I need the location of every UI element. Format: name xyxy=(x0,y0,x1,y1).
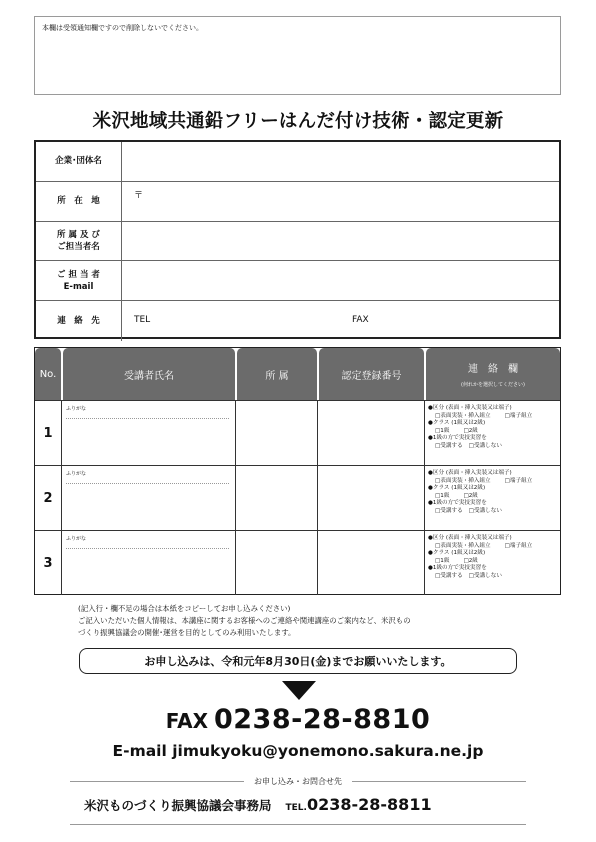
contact-divider-right xyxy=(352,781,526,782)
class-option-2[interactable]: □2級 xyxy=(463,557,478,564)
header-affiliation: 所 属 xyxy=(237,348,317,400)
note-copy-instruction: (記入行・欄不足の場合は本紙をコピーしてお申し込みください) xyxy=(78,604,291,613)
deadline-box xyxy=(79,648,517,674)
department-label-line1: 所 属 及 び xyxy=(57,229,100,240)
email-label: E-mail xyxy=(63,281,94,292)
class-heading: ●クラス (1級又は2級) xyxy=(428,485,486,492)
practical-option-attend[interactable]: □受講する xyxy=(435,507,463,514)
department-row xyxy=(36,222,559,262)
company-row xyxy=(36,142,559,182)
department-field[interactable] xyxy=(122,222,559,261)
affiliation-field[interactable] xyxy=(236,531,318,595)
contact-row xyxy=(36,301,559,341)
contact-field[interactable] xyxy=(122,301,559,341)
header-contact-sub: (何れかを選択してください) xyxy=(461,382,525,388)
down-arrow-icon xyxy=(282,681,316,700)
table-row xyxy=(35,465,560,530)
header-contact-label: 連 絡 欄 xyxy=(468,364,518,375)
person-email-label xyxy=(36,261,122,300)
practical-option-attend[interactable]: □受講する xyxy=(435,572,463,579)
category-option-surface[interactable]: □表面実装・挿入組立 xyxy=(435,477,491,484)
affiliation-field[interactable] xyxy=(236,401,318,465)
header-cert-number: 認定登録番号 xyxy=(319,348,424,400)
contact-heading: お申し込み・お問合せ先 xyxy=(254,776,342,786)
furigana-label: ふりがな xyxy=(66,471,87,477)
person-label: ご 担 当 者 xyxy=(57,269,100,280)
registration-table xyxy=(34,347,561,595)
category-heading: ●区分 (表面・挿入実装又は端子) xyxy=(428,405,512,411)
furigana-label: ふりがな xyxy=(66,536,87,542)
practical-option-skip[interactable]: □受講しない xyxy=(468,572,502,579)
furigana-label: ふりがな xyxy=(66,406,87,412)
practical-heading: ●1級の方で実技実習を xyxy=(428,565,487,572)
fax-submit-label: FAX xyxy=(165,709,208,733)
class-option-1[interactable]: □1級 xyxy=(435,557,450,564)
category-heading: ●区分 (表面・挿入実装又は端子) xyxy=(428,470,512,476)
registration-header xyxy=(35,348,560,400)
contact-heading-row xyxy=(70,774,526,788)
furigana-divider xyxy=(66,548,229,549)
category-option-surface[interactable]: □表面実装・挿入組立 xyxy=(435,542,491,549)
table-row xyxy=(35,530,560,595)
company-info-table xyxy=(34,140,561,339)
row-number: 1 xyxy=(35,401,62,465)
receipt-notice-text: 本欄は受領通知欄ですので削除しないでください。 xyxy=(42,24,203,32)
contact-label: 連 絡 先 xyxy=(36,301,122,341)
table-row xyxy=(35,400,560,465)
contact-options xyxy=(425,401,560,465)
department-label xyxy=(36,222,122,261)
category-heading: ●区分 (表面・挿入実装又は端子) xyxy=(428,535,512,541)
trainee-name-field[interactable] xyxy=(62,401,236,465)
practical-heading: ●1級の方で実技実習を xyxy=(428,435,487,442)
person-email-field[interactable] xyxy=(122,261,559,300)
header-no: No. xyxy=(35,348,61,400)
page-title: 米沢地域共通鉛フリーはんだ付け技術・認定更新 xyxy=(92,111,504,132)
class-option-2[interactable]: □2級 xyxy=(463,492,478,499)
contact-divider-left xyxy=(70,781,244,782)
trainee-name-field[interactable] xyxy=(62,466,236,530)
cert-number-field[interactable] xyxy=(318,531,425,595)
class-option-2[interactable]: □2級 xyxy=(463,427,478,434)
receipt-notice-box xyxy=(34,16,561,95)
postal-mark: 〒 xyxy=(134,190,144,201)
category-option-terminal[interactable]: □端子組立 xyxy=(504,477,533,484)
address-field[interactable] xyxy=(122,182,559,221)
header-contact xyxy=(426,348,560,400)
header-name: 受講者氏名 xyxy=(63,348,235,400)
contact-options xyxy=(425,531,560,595)
trainee-name-field[interactable] xyxy=(62,531,236,595)
furigana-divider xyxy=(66,418,229,419)
class-heading: ●クラス (1級又は2級) xyxy=(428,420,486,427)
tel-label: TEL xyxy=(134,315,151,326)
row-number: 2 xyxy=(35,466,62,530)
class-option-1[interactable]: □1級 xyxy=(435,427,450,434)
fax-submit-number: 0238-28-8810 xyxy=(213,704,431,735)
note-privacy-line2: づくり振興協議会の開催･運営を目的としてのみ利用いたします。 xyxy=(78,628,296,637)
company-field[interactable] xyxy=(122,142,559,181)
person-email-row xyxy=(36,261,559,301)
organization-tel-label: TEL. xyxy=(285,803,307,813)
organization-name: 米沢ものづくり振興協議会事務局 xyxy=(84,798,272,813)
note-privacy-line1: ご記入いただいた個人情報は、本講座に関するお客様へのご連絡や関連講座のご案内など、米沢もの xyxy=(78,616,411,625)
practical-option-attend[interactable]: □受講する xyxy=(435,442,463,449)
row-number: 3 xyxy=(35,531,62,595)
address-label: 所 在 地 xyxy=(36,182,122,221)
bottom-divider xyxy=(70,824,526,825)
fax-submit-line xyxy=(0,704,596,735)
furigana-divider xyxy=(66,483,229,484)
address-row xyxy=(36,182,559,222)
class-heading: ●クラス (1級又は2級) xyxy=(428,550,486,557)
category-option-surface[interactable]: □表面実装・挿入組立 xyxy=(435,412,491,419)
class-option-1[interactable]: □1級 xyxy=(435,492,450,499)
email-submit-line: E-mail jimukyoku@yonemono.sakura.ne.jp xyxy=(112,742,484,760)
organization-line xyxy=(84,795,432,814)
deadline-text: お申し込みは、令和元年8月30日(金)までお願いいたします。 xyxy=(144,655,452,668)
practical-heading: ●1級の方で実技実習を xyxy=(428,500,487,507)
affiliation-field[interactable] xyxy=(236,466,318,530)
fax-label: FAX xyxy=(352,315,369,326)
category-option-terminal[interactable]: □端子組立 xyxy=(504,412,533,419)
practical-option-skip[interactable]: □受講しない xyxy=(468,507,502,514)
company-label: 企業･団体名 xyxy=(36,142,122,181)
department-label-line2: ご担当者名 xyxy=(57,241,100,252)
cert-number-field[interactable] xyxy=(318,401,425,465)
notes-block xyxy=(78,603,528,639)
contact-options xyxy=(425,466,560,530)
organization-tel: 0238-28-8811 xyxy=(306,795,432,814)
practical-option-skip[interactable]: □受講しない xyxy=(468,442,502,449)
category-option-terminal[interactable]: □端子組立 xyxy=(504,542,533,549)
cert-number-field[interactable] xyxy=(318,466,425,530)
